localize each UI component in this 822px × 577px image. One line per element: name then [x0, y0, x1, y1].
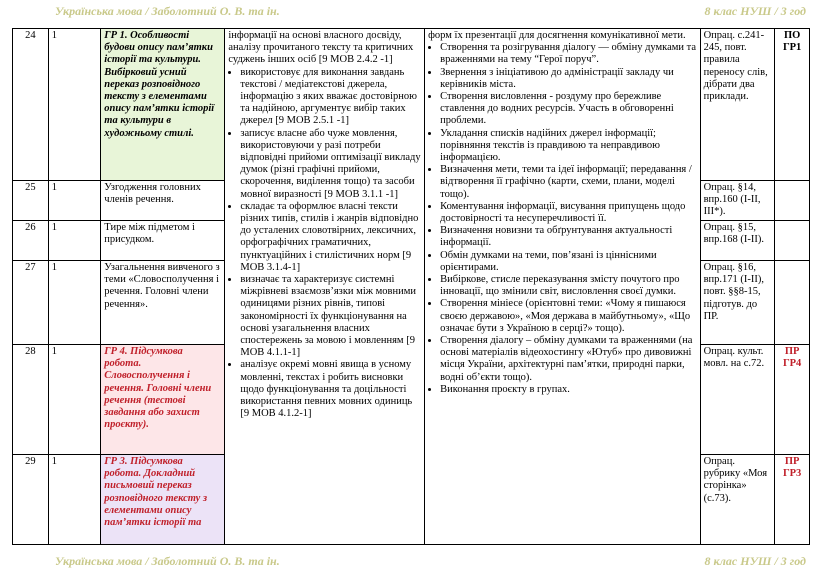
- list-item: • визначає та характеризує системні міжрівневі взаємозв’язки між мовними одиницями різних рівнів, типові закономірності їх функціонування на основі узагальнення власних спостережень за мовою і мовленням [9 МОВ 4.1.1-1]: [240, 274, 421, 359]
- assessment-code: [775, 261, 810, 345]
- activities-cell: [425, 29, 700, 545]
- assessment-code: [775, 221, 810, 261]
- lesson-number: 28: [13, 345, 49, 455]
- list-item: • Створення мініесе (орієнтовні теми: «Чому я пишаюся своєю державою», «Моя держава в майбутньому», «Що означає бути з Україною в серці?» тощо).: [440, 298, 696, 335]
- topic-text: ГР 4. Підсумкова робота. Словосполучення і речення. Головні члени речення (тестові завдання або захист проєкту).: [104, 346, 212, 431]
- list-item: • Визначення мети, теми та ідеї інформації; передавання /відтворення її графічно (карти, схеми, плани, моделі тощо).: [440, 164, 696, 201]
- lesson-number: 26: [13, 221, 49, 261]
- page-footer: [0, 554, 822, 572]
- assessment-code: ПО ГР1: [775, 29, 810, 181]
- assessment-code: ПР ГР3: [775, 455, 810, 545]
- outcomes-lead: інформації на основі власного досвіду, аналізу прочитаного тексту та критичних суджень інших осіб [9 МОВ 2.4.2 -1]: [228, 30, 414, 66]
- footer-left-text: Українська мова / Заболотний О. В. та ін.: [55, 554, 280, 568]
- lesson-topic: Тире між підметом і присудком.: [101, 221, 225, 261]
- list-item: • використовує для виконання завдань текстові / медіатекстові джерела, інформацію з яких вважає достовірною та надійною, аргументує вибір таких джерел [9 МОВ 2.5.1 -1]: [240, 67, 421, 128]
- homework-cell: Опрац. культ. мовл. на с.72.: [700, 345, 775, 455]
- lesson-hours: 1: [48, 261, 101, 345]
- activities-list: [428, 42, 696, 396]
- homework-cell: Опрац. §16, впр.171 (І-ІІ), повт. §§8-15, підготув. до ПР.: [700, 261, 775, 345]
- lesson-hours: 1: [48, 455, 101, 545]
- topic-text: ГР 3. Підсумкова робота. Докладний письмовий переказ розповідного тексту з елементами опису пам’ятки історії та: [104, 456, 208, 529]
- lesson-topic: [101, 455, 225, 545]
- list-item: • аналізує окремі мовні явища в усному мовленні, текстах і робить висновки щодо функціонування та доцільності використання певних мовних одиниць [9 МОВ 4.1.2-1]: [240, 359, 421, 420]
- lesson-number: 27: [13, 261, 49, 345]
- lesson-hours: 1: [48, 29, 101, 181]
- lesson-number: 24: [13, 29, 49, 181]
- assessment-code: ПР ГР4: [775, 345, 810, 455]
- lesson-hours: 1: [48, 345, 101, 455]
- list-item: • Вибіркове, стисле переказування змісту почутого про інновації, що змінили світ, висловлення своєї думки.: [440, 274, 696, 298]
- list-item: • Створення та розігрування діалогу — обміну думками та враженнями на тему “Герої поруч”.: [440, 42, 696, 66]
- lesson-topic: Узагальнення вивченого з теми «Словосполучення і речення. Головні члени речення».: [101, 261, 225, 345]
- assessment-code: [775, 181, 810, 221]
- list-item: • Укладання списків надійних джерел інформації; порівняння текстів із правдивою та неправдивою інформацією.: [440, 128, 696, 165]
- list-item: • складає та оформлює власні тексти різних типів, стилів і жанрів відповідно до усталених словотвірних, лексичних, орфографічних граматичних, пунктуаційних і стилістичних норм [9 МОВ 3.1.4-1]: [240, 201, 421, 274]
- list-item: • записує власне або чуже мовлення, використовуючи у разі потреби відповідні прийоми оптимізації викладу думок (різні графічні прийоми, скорочення, виділення тощо) та засоби мовної виразності [9 МОВ 3.1.1 -1]: [240, 128, 421, 201]
- list-item: • Створення висловлення - роздуму про бережливе ставлення до водних ресурсів. Участь в обговоренні проблеми.: [440, 91, 696, 128]
- list-item: • Коментування інформації, висування припущень щодо достовірності та несуперечливості її.: [440, 201, 696, 225]
- header-left-text: Українська мова / Заболотний О. В. та ін.: [55, 4, 280, 18]
- lesson-number: 25: [13, 181, 49, 221]
- lesson-topic: Узгодження головних членів речення.: [101, 181, 225, 221]
- table-row: [13, 29, 810, 181]
- lesson-hours: 1: [48, 181, 101, 221]
- homework-cell: Опрац. рубрику «Моя сторінка» (с.73).: [700, 455, 775, 545]
- outcomes-list: [228, 67, 421, 421]
- list-item: • Визначення новизни та обґрунтування актуальності інформації.: [440, 225, 696, 249]
- activities-lead: форм їх презентації для досягнення комунікативної мети.: [428, 30, 686, 41]
- topic-text: ГР 1. Особливості будови опису пам’ятки історії та культури. Вибірковий усний переказ розповідного тексту з елементами опису пам’ятки історії та культури в художньому стилі.: [104, 30, 215, 139]
- list-item: • Створення діалогу – обміну думками та враженнями (на основі матеріалів відеохостингу «Ютуб» про дивовижні місця України, архітектурні пам’ятки, природні парки, водні об’єкти тощо).: [440, 335, 696, 384]
- homework-cell: Опрац. с.241-245, повт. правила переносу слів, дібрати два приклади.: [700, 29, 775, 181]
- lesson-number: 29: [13, 455, 49, 545]
- page-header: [0, 4, 822, 22]
- header-right-text: 8 клас НУШ / 3 год: [704, 4, 806, 18]
- lesson-topic: [101, 29, 225, 181]
- lesson-hours: 1: [48, 221, 101, 261]
- list-item: • Виконання проєкту в групах.: [440, 384, 696, 396]
- list-item: • Обмін думками на теми, пов’язані із ціннісними орієнтирами.: [440, 250, 696, 274]
- lesson-topic: [101, 345, 225, 455]
- footer-right-text: 8 клас НУШ / 3 год: [704, 554, 806, 568]
- homework-cell: Опрац. §14, впр.160 (І-ІІ, ІІІ*).: [700, 181, 775, 221]
- list-item: • Звернення з ініціативою до адміністрації закладу чи керівників міста.: [440, 67, 696, 91]
- homework-cell: Опрац. §15, впр.168 (І-ІІ).: [700, 221, 775, 261]
- lesson-plan-table: [12, 28, 810, 545]
- learning-outcomes-cell: [225, 29, 425, 545]
